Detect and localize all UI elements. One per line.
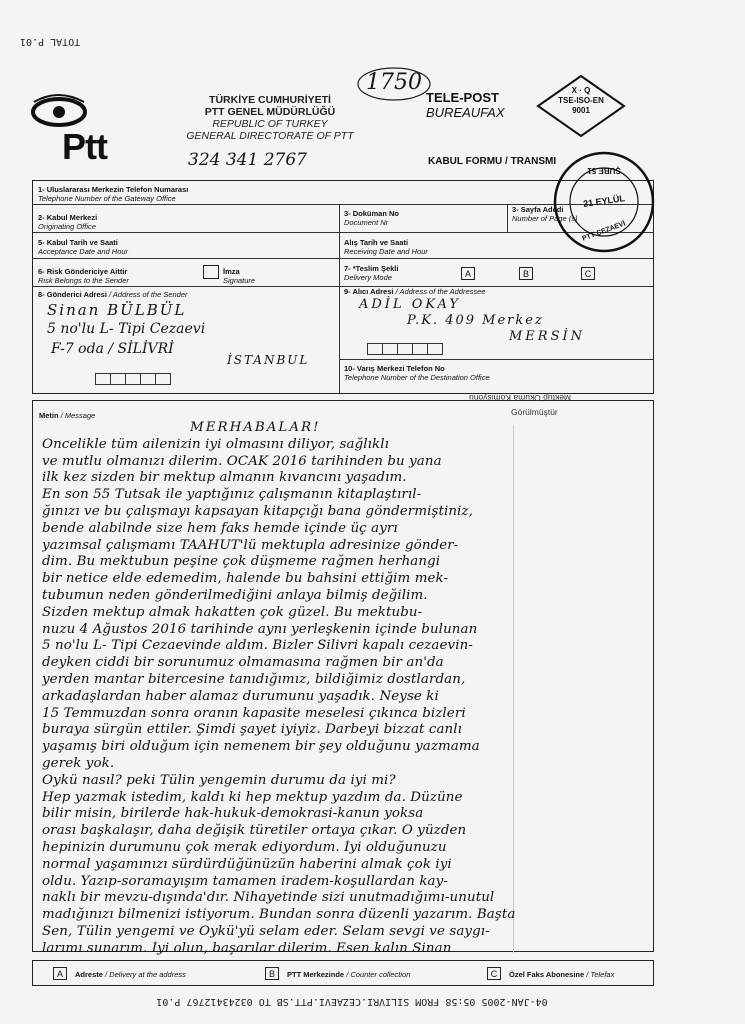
message-line: dim. Bu mektubun peşine çok düşmeme rağmen herhangi (42, 554, 441, 570)
sender-line3: F-7 oda / SİLİVRİ (51, 341, 174, 357)
f2-label: 2- Kabul Merkezi (38, 213, 98, 222)
f7-label: 7- *Teslim Şekli (344, 264, 399, 273)
message-line: oldu. Yazıp-soramayışım tamamen iradem-koşullardan kay- (42, 873, 448, 889)
option-c-label: Özel Faks Abonesine (509, 970, 585, 979)
f5-label-en: Acceptance Date and Hour (38, 247, 129, 256)
header-block (180, 94, 360, 142)
message-label: Metin (39, 411, 59, 420)
message-line: gerek yok. (42, 756, 115, 771)
option-c-box[interactable]: C (487, 967, 501, 980)
option-b-label: PTT Merkezinde (287, 970, 345, 979)
message-line: 5 no'lu L- Tipi Cezaevinde aldım. Bizler Silivri kapalı cezaevin- (42, 638, 473, 654)
f1-label: 1- Uluslararası Merkezin Telefon Numarası (38, 185, 189, 194)
message-line: ilk kez sizden bir mektup almanın kıvancını yaşadım. (42, 470, 407, 486)
message-line: larımı sunarım. İyi olun, başarılar dilerim. Esen kalın Sinan (42, 940, 452, 956)
message-line: Sen, Tülin yengemi ve Öykü'yü selam eder. Selam sevgi ve saygı- (42, 924, 490, 939)
message-line: orası başkalaşır, daha değişik türetiler ortaya çıkar. O yüzden (42, 823, 467, 839)
message-line: buraya sürgün ettiler. Şimdi şayet iyiyiz. Darbeyi bizzat canlı (42, 722, 463, 738)
hand-phone: 324 341 2767 (188, 150, 307, 170)
message-line: tubumun neden gönderilmediğini anlaya bilmiş değilim. (42, 588, 428, 603)
f3b-label: 3- Sayfa Adedi (512, 205, 564, 214)
reading-stamp-1: Mektup Okuma Komisyonu (469, 393, 572, 403)
f1-label-en: Telephone Number of the Gateway Office (38, 194, 176, 203)
f3-label-en: Document Nr (344, 218, 389, 227)
stamp-bottom: PTT CEZAEVİ (581, 220, 627, 243)
bureaufax-title: BUREAUFAX (426, 105, 505, 120)
option-b-label-en: / Counter collection (346, 970, 411, 979)
f8-label: 8- Gönderici Adresi (38, 290, 107, 299)
tele-post-title: TELE-POST (426, 90, 499, 105)
addressee-line1: ADİL OKAY (359, 297, 461, 312)
option-a-box[interactable]: A (53, 967, 67, 980)
f6-label-en: Risk Belongs to the Sender (38, 276, 129, 285)
reading-stamp-2: Görülmüştür (511, 407, 558, 417)
f9-label-en: / Address of the Addressee (395, 287, 486, 296)
message-line: MERHABALAR! (190, 420, 321, 435)
risk-checkbox[interactable] (203, 265, 219, 279)
message-line: 15 Temmuzdan sonra oranın kapasite meselesi çıkınca bizleri (42, 705, 466, 721)
message-line: madığınızı bilmenizi istiyorum. Bundan sonra düzenli yazarım. Başta (42, 907, 516, 923)
f3b-label-en: Number of Page (s) (512, 214, 578, 223)
message-line: hepinizin durumunu çok merak ediyordum. İyi olduğunuzu (42, 840, 447, 855)
tele-post-block (426, 90, 505, 120)
alis-label: Alış Tarih ve Saati (344, 238, 409, 247)
sender-digit-boxes (95, 373, 170, 385)
f8-label-en: / Address of the Sender (109, 290, 188, 299)
office-stamp (552, 150, 656, 254)
iso-badge (536, 74, 626, 138)
header-line2: PTT GENEL MÜDÜRLÜĞÜ (204, 106, 336, 118)
option-b-box[interactable]: B (265, 967, 279, 980)
message-line: deyken ciddi bir sorunumuz olmamasına rağmen bir an'da (42, 655, 444, 671)
message-line: yaşamış biri olduğum için nemenem bir şey olduğunu yazmama (42, 739, 480, 755)
message-line: yerden mantar bitercesine tanıdığımız, bildiğimiz dostlardan, (42, 672, 466, 687)
message-line: En son 55 Tutsak ile yaptığınız çalışmanın kitaplaştırıl- (42, 487, 422, 503)
f10-label: 10- Varış Merkezi Telefon No (344, 364, 445, 373)
message-line: ve mutlu olmanızı dilerim. OCAK 2016 tarihinden bu yana (42, 453, 442, 469)
addressee-line3: MERSİN (509, 329, 586, 344)
message-line: arkadaşlardan haber alamaz durumunu yaşadık. Neyse ki (42, 688, 439, 704)
ptt-logo-text: Ptt (62, 126, 107, 167)
alis-label-en: Receiving Date and Hour (344, 247, 428, 256)
sender-line4: İSTANBUL (227, 353, 310, 367)
sender-line1: Sinan BÜLBÜL (47, 301, 187, 319)
option-a-label-en: / Delivery at the address (105, 970, 186, 979)
message-line: Sizden mektup almak hakatten çok güzel. Bu mektubu- (42, 604, 423, 620)
message-line: nuzu 4 Ağustos 2016 tarihinde aynı yerleşkenin içinde bulunan (42, 621, 478, 637)
hand-number: 1750 (366, 70, 422, 95)
stamp-date: 21 EYLÜL (582, 193, 626, 209)
mode-c-box[interactable]: C (581, 267, 595, 280)
message-line: ğınızı ve bu çalışmayı kapsayan kitapçığı bana göndermiştiniz, (42, 504, 473, 519)
header-line4: GENERAL DIRECTORATE OF PTT (186, 130, 354, 142)
delivery-options (32, 960, 654, 986)
option-c-label-en: / Telefax (586, 970, 615, 979)
mode-a-box[interactable]: A (461, 267, 475, 280)
header-line1: TÜRKİYE CUMHURİYETİ (209, 94, 331, 106)
option-a-label: Adreste (75, 970, 103, 979)
message-line: bende alabilnde size hem faks hemde içinde üç ayrı (42, 520, 398, 536)
message-line: yazımsal çalışmamı TAAHÜT'lü mektupla adresinize gönder- (42, 537, 459, 553)
message-label-en: / Message (60, 411, 96, 420)
iso-top: X · Q (571, 86, 591, 95)
sender-line2: 5 no'lu L- Tipi Cezaevi (47, 321, 206, 337)
message-line: normal yaşamınızı sürdürdüğünüzün haberini almak çok iyi (42, 856, 452, 872)
f3-label: 3- Doküman No (344, 209, 400, 218)
message-line: naklı bir mevzu-dışında'dır. Nihayetinde sizi unutmadığımı-unutul (42, 890, 495, 906)
mode-b-box[interactable]: B (519, 267, 533, 280)
hand-circle-icon (355, 64, 433, 104)
imza-label-en: Signature (223, 276, 256, 285)
message-line: Hep yazmak istedim, kaldı ki hep mektup yazdım da. Düzüne (42, 789, 463, 805)
kabul-formu-title: KABUL FORMU / TRANSMI (428, 156, 557, 167)
imza-label: İmza (223, 267, 240, 276)
addressee-line2: P.K. 409 Merkez (407, 313, 544, 328)
header-line3: REPUBLIC OF TURKEY (212, 118, 328, 130)
f5-label: 5- Kabul Tarih ve Saati (38, 238, 118, 247)
f6-label: 6- Risk Göndericiye Aittir (38, 267, 128, 276)
stamp-top: ŞUBE 51 (587, 166, 621, 175)
message-line: Öykü nasıl? peki Tülin yengemin durumu da iyi mi? (42, 772, 396, 788)
f2-label-en: Originating Office (38, 222, 96, 231)
f10-label-en: Telephone Number of the Destination Office (344, 373, 490, 382)
addressee-digit-boxes (367, 343, 442, 355)
fax-header-bottom: 04-JAN-2005 05:58 FROM SILIVRI.CEZAEVI.PTT.SB TO 03243412767 P.01 (156, 996, 548, 1007)
fax-header-top: TOTAL P.01 (20, 36, 81, 47)
message-line: bir netice elde edemedim, halende bu bahsini ettiğim mek- (42, 571, 449, 587)
iso-num: 9001 (572, 106, 590, 115)
iso-mid: TSE-ISO-EN (558, 96, 604, 105)
message-line: bilir misin, birilerde hak-hukuk-demokrasi-kanun yoksa (42, 806, 424, 822)
f7-label-en: Delivery Mode (344, 273, 392, 282)
message-line: Öncelikle tüm ailenizin iyi olmasını diliyor, sağlıklı (42, 436, 390, 452)
f9-label: 9- Alıcı Adresi (344, 287, 394, 296)
